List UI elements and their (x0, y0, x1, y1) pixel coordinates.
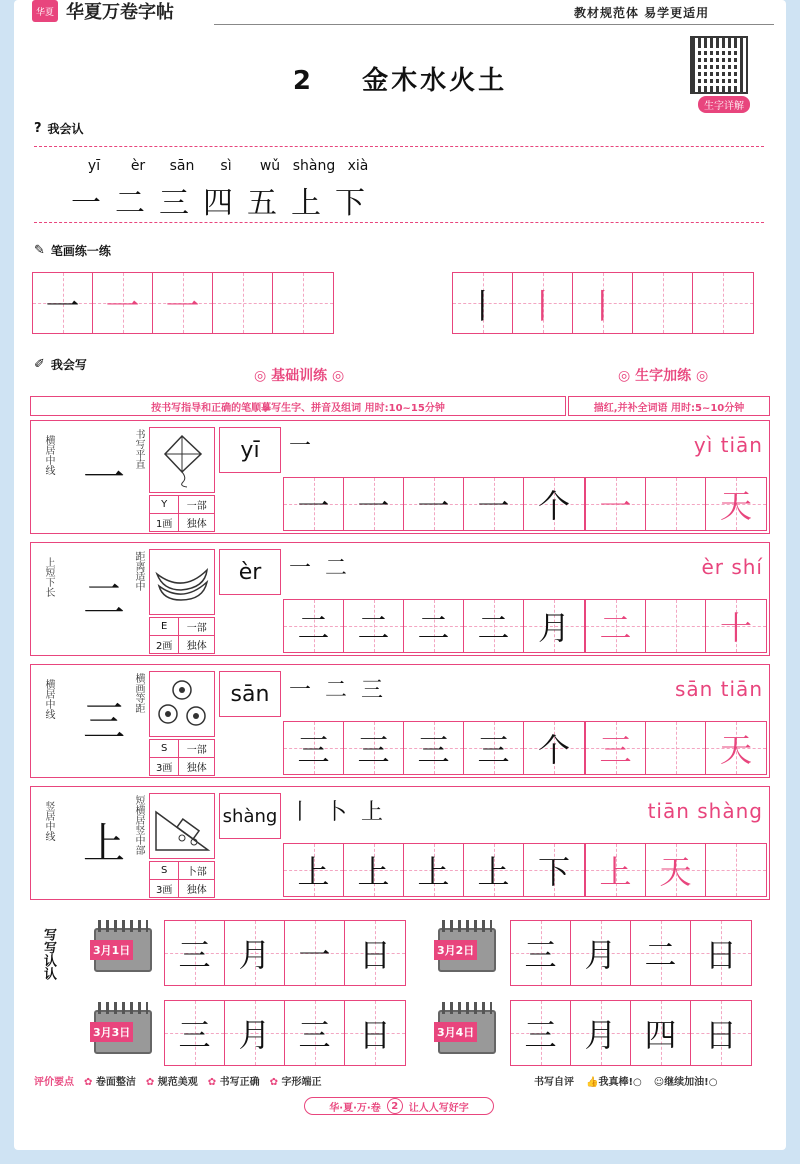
qr-label[interactable]: 生字详解 (698, 96, 750, 113)
pinyin: yī (87, 158, 101, 174)
writing-guide: 横居中线 (43, 435, 54, 475)
calendar-icon (434, 918, 498, 974)
brush-icon: ✎ (34, 243, 45, 258)
practice-cell[interactable]: 三 (284, 722, 344, 774)
evaluation-points: 评价要点 ✿ 卷面整洁 ✿ 规范美观 ✿ 书写正确 ✿ 字形端正 (34, 1073, 322, 1088)
writing-tip: 距离适中 (133, 551, 144, 591)
practice-cell[interactable]: 二 (284, 600, 344, 652)
model-char: 三 (83, 697, 126, 746)
writing-tip: 横画等距 (133, 673, 144, 713)
char-info-table: E 一部 2画 独体 (149, 617, 215, 654)
practice-cell[interactable]: 二 (404, 600, 464, 652)
extra-cell[interactable]: 天 (706, 478, 766, 530)
stroke-grid-horizontal[interactable] (32, 272, 334, 334)
header-divider (214, 24, 774, 25)
extra-cell[interactable]: 十 (706, 600, 766, 652)
date-cell[interactable]: 日 (691, 921, 751, 985)
writing-guide: 横居中线 (43, 679, 54, 719)
extra-row[interactable] (585, 843, 767, 897)
extra-cell[interactable] (646, 600, 706, 652)
calendar-icon (90, 1000, 154, 1056)
practice-row[interactable] (283, 599, 585, 653)
extra-cell[interactable]: 上 (586, 844, 646, 896)
date-cell[interactable]: 日 (345, 1001, 405, 1065)
section-recognize: ? 我会认 (34, 121, 84, 136)
date-cell[interactable]: 日 (345, 921, 405, 985)
stroke-cell[interactable]: 丨 (453, 273, 513, 333)
date-cell[interactable]: 月 (571, 1001, 631, 1065)
char-pinyin: shàng (219, 793, 281, 839)
calendar-icon (434, 1000, 498, 1056)
page-number: 2 (387, 1098, 403, 1114)
extra-cell[interactable]: 天 (706, 722, 766, 774)
date-cell[interactable]: 三 (511, 1001, 571, 1065)
stroke-cell[interactable] (633, 273, 693, 333)
writing-tip: 书写平直 (133, 429, 144, 469)
date-cell[interactable]: 日 (691, 1001, 751, 1065)
extra-cell[interactable] (646, 478, 706, 530)
date-cell[interactable]: 三 (165, 1001, 225, 1065)
practice-cell[interactable]: 二 (464, 600, 524, 652)
section-divider (34, 222, 764, 223)
date-cell[interactable]: 二 (631, 921, 691, 985)
extra-row[interactable] (585, 477, 767, 531)
char-block-er (30, 542, 770, 656)
char-info-table: Y 一部 1画 独体 (149, 495, 215, 532)
practice-row[interactable] (283, 721, 585, 775)
stroke-order: 一 (289, 434, 312, 459)
car-slope-icon (149, 793, 215, 859)
brand-header (32, 0, 174, 22)
extra-practice (585, 665, 769, 777)
extra-cell[interactable]: 三 (586, 722, 646, 774)
date-write-row[interactable] (164, 920, 406, 986)
char-block-shang (30, 786, 770, 900)
calendar-label: 3月3日 (90, 1022, 133, 1042)
basic-instruction: 按书写指导和正确的笔顺摹写生字、拼音及组词 用时:10~15分钟 (30, 396, 566, 416)
extra-training-title: ◎ 生字加练 ◎ (618, 368, 709, 384)
practice-cell[interactable]: 一 (464, 478, 524, 530)
stroke-cell[interactable] (273, 273, 333, 333)
pinyin: shàng (292, 158, 336, 174)
extra-cell[interactable] (706, 844, 766, 896)
brand-logo: 华夏 (32, 0, 58, 22)
pinyin: sān (169, 158, 195, 174)
date-cell[interactable]: 三 (511, 921, 571, 985)
date-cell[interactable]: 月 (571, 921, 631, 985)
char-info-table: S 一部 3画 独体 (149, 739, 215, 776)
stroke-cell[interactable]: 一 (33, 273, 93, 333)
stroke-grid-vertical[interactable] (452, 272, 754, 334)
recognize-char: 五 (247, 186, 277, 221)
calendar-label: 3月4日 (434, 1022, 477, 1042)
flowers-icon (149, 671, 215, 737)
recognize-char: 四 (203, 186, 233, 221)
practice-cell[interactable]: 上 (404, 844, 464, 896)
pinyin: sì (220, 158, 232, 174)
pinyin: xià (347, 158, 369, 174)
practice-cell[interactable]: 一 (404, 478, 464, 530)
extra-pinyin: yì tiān (693, 433, 763, 457)
practice-cell[interactable]: 三 (404, 722, 464, 774)
char-block-san (30, 664, 770, 778)
extra-cell[interactable] (646, 722, 706, 774)
stroke-cell[interactable] (693, 273, 753, 333)
date-cell[interactable]: 三 (285, 1001, 345, 1065)
extra-practice (585, 543, 769, 655)
self-evaluation: 书写自评 👍我真棒!○ ☺继续加油!○ (534, 1073, 717, 1088)
lesson-number: 2 (292, 66, 314, 96)
extra-practice (585, 787, 769, 899)
recognize-char-row (64, 178, 372, 222)
extra-cell[interactable]: 一 (586, 478, 646, 530)
header-tagline: 教材规范体 易学更适用 (574, 6, 710, 20)
stroke-order: 一 二 (289, 556, 348, 581)
practice-row[interactable] (283, 843, 585, 897)
section-write: ✐ 我会写 (34, 357, 87, 372)
calendar-label: 3月1日 (90, 940, 133, 960)
extra-pinyin: èr shí (701, 555, 763, 579)
char-info-table: S 卜部 3画 独体 (149, 861, 215, 898)
practice-cell[interactable]: 二 (344, 600, 404, 652)
practice-cell[interactable]: 下 (524, 844, 584, 896)
thumbs-up-option[interactable]: 👍我真棒!○ (586, 1077, 642, 1088)
extra-instruction: 描红,并补全词语 用时:5~10分钟 (568, 396, 770, 416)
extra-pinyin: sān tiān (674, 677, 763, 701)
practice-cell[interactable]: 上 (344, 844, 404, 896)
practice-cell[interactable]: 三 (344, 722, 404, 774)
practice-cell[interactable]: 个 (524, 722, 584, 774)
char-pinyin: èr (219, 549, 281, 595)
date-write-row[interactable] (510, 920, 752, 986)
date-cell[interactable]: 四 (631, 1001, 691, 1065)
pinyin: èr (130, 158, 146, 174)
lesson-name: 金木水火土 (362, 66, 508, 96)
practice-cell[interactable]: 上 (284, 844, 344, 896)
practice-cell[interactable]: 个 (524, 478, 584, 530)
brand-name: 华夏万卷字帖 (66, 2, 174, 23)
date-cell[interactable]: 三 (165, 921, 225, 985)
page-footer: 华·夏·万·卷 2 让人人写好字 (304, 1097, 494, 1115)
model-char: 一 (83, 453, 126, 502)
basic-training-title: ◎ 基础训练 ◎ (254, 368, 345, 384)
section-stroke-practice: ✎ 笔画练一练 (34, 243, 111, 258)
recognize-char: 二 (115, 186, 145, 221)
recognize-char: 三 (159, 186, 189, 221)
date-cell[interactable]: 一 (285, 921, 345, 985)
recognize-char: 一 (71, 186, 101, 221)
char-pinyin: sān (219, 671, 281, 717)
stroke-cell[interactable]: 丨 (573, 273, 633, 333)
pinyin: wǔ (259, 158, 281, 174)
date-write-row[interactable] (510, 1000, 752, 1066)
writing-tip: 短横居竖中部 (133, 795, 144, 855)
kite-icon (149, 427, 215, 493)
writing-guide: 竖居中线 (43, 801, 54, 841)
lesson-title (14, 60, 786, 97)
stroke-order: 丨 卜 上 (289, 800, 384, 825)
model-char: 上 (83, 819, 126, 868)
char-block-yi (30, 420, 770, 534)
workbook-page (14, 0, 786, 1150)
practice-row[interactable] (283, 477, 585, 531)
extra-cell[interactable]: 天 (646, 844, 706, 896)
section-write-recognize: 写写认认 (41, 928, 56, 980)
practice-cell[interactable]: 三 (464, 722, 524, 774)
extra-practice (585, 421, 769, 533)
date-cell[interactable]: 月 (225, 1001, 285, 1065)
extra-pinyin: tiān shàng (647, 799, 763, 823)
stroke-cell[interactable]: 一 (153, 273, 213, 333)
calendar-label: 3月2日 (434, 940, 477, 960)
stroke-cell[interactable]: 丨 (513, 273, 573, 333)
extra-row[interactable] (585, 599, 767, 653)
banana-icon (149, 549, 215, 615)
section-divider (34, 146, 764, 147)
stroke-cell[interactable]: 一 (93, 273, 153, 333)
extra-row[interactable] (585, 721, 767, 775)
question-icon: ? (34, 121, 42, 136)
stroke-cell[interactable] (213, 273, 273, 333)
smile-option[interactable]: ☺继续加油!○ (653, 1077, 718, 1088)
recognize-pinyin-row (72, 158, 380, 174)
pencil-icon: ✐ (34, 357, 45, 372)
stroke-order: 一 二 三 (289, 678, 384, 703)
practice-cell[interactable]: 上 (464, 844, 524, 896)
model-char: 二 (83, 575, 126, 624)
extra-cell[interactable]: 二 (586, 600, 646, 652)
writing-guide: 上短下长 (43, 557, 54, 597)
practice-cell[interactable]: 一 (344, 478, 404, 530)
recognize-char: 上 (291, 186, 321, 221)
calendar-icon (90, 918, 154, 974)
char-pinyin: yī (219, 427, 281, 473)
practice-cell[interactable]: 一 (284, 478, 344, 530)
date-cell[interactable]: 月 (225, 921, 285, 985)
practice-cell[interactable]: 月 (524, 600, 584, 652)
recognize-char: 下 (335, 186, 365, 221)
date-write-row[interactable] (164, 1000, 406, 1066)
